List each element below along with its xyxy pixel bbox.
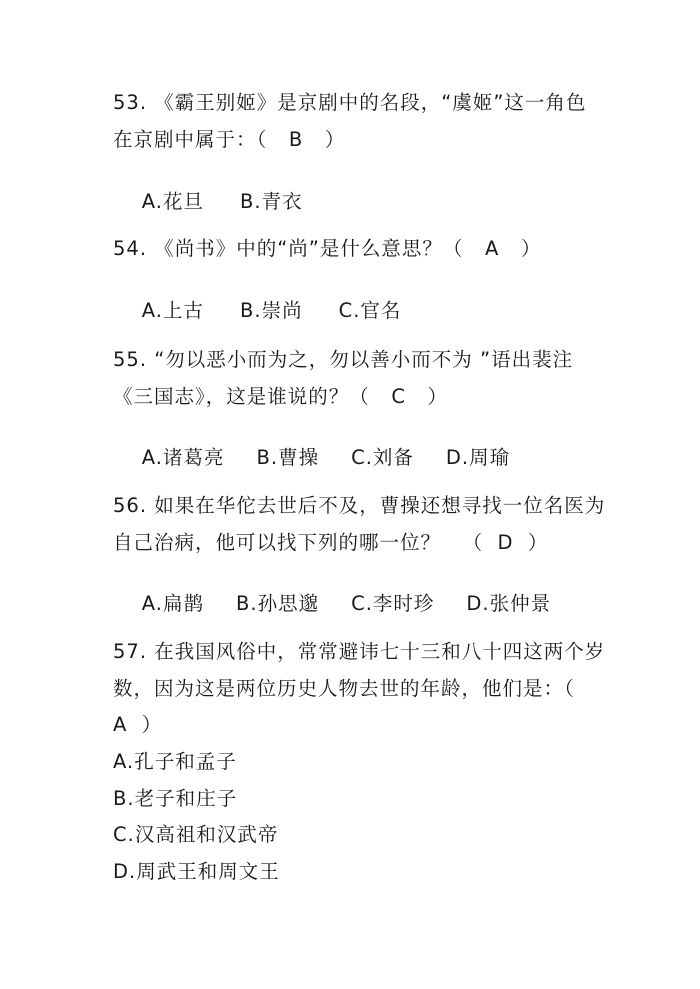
q57-line1: 57. 在我国风俗中，常常避讳七十三和八十四这两个岁 <box>113 640 606 663</box>
q55-line2: 《三国志》，这是谁说的？（ C ） <box>113 385 449 408</box>
q54-option-c: C.官名 <box>338 299 402 322</box>
q55-option-b: B.曹操 <box>256 446 320 469</box>
q54-option-a: A.上古 <box>141 299 204 322</box>
q54-line1: 54. 《尚书》中的“尚”是什么意思？（ A ） <box>113 237 542 260</box>
q53-line1: 53. 《霸王别姬》是京剧中的名段，“虞姬”这一角色 <box>113 91 587 114</box>
q56-line1: 56. 如果在华佗去世后不及，曹操还想寻找一位名医为 <box>113 494 606 517</box>
q55-options <box>113 422 510 494</box>
q57-option-a: A.孔子和孟子 <box>113 750 237 773</box>
q55-line1: 55. “勿以恶小而为之，勿以善小而不为 ”语出裴注 <box>113 348 574 371</box>
q53-option-b: B.青衣 <box>240 190 303 213</box>
q56-option-c: C.李时珍 <box>351 592 435 615</box>
q57-option-d: D.周武王和周文王 <box>113 860 280 883</box>
q56-option-d: D.张仲景 <box>466 592 552 615</box>
q54-option-b: B.崇尚 <box>240 299 303 322</box>
q55-option-c: C.刘备 <box>351 446 414 469</box>
q56-option-b: B.孙思邈 <box>236 592 320 615</box>
q56-options <box>113 568 551 640</box>
q55-option-a: A.诸葛亮 <box>141 446 225 469</box>
q57-line2: 数，因为这是两位历史人物去世的年龄，他们是：（ <box>113 677 575 700</box>
q54-options <box>113 275 401 347</box>
q55-option-d: D.周瑜 <box>445 446 511 469</box>
q56-option-a: A.扁鹊 <box>141 592 204 615</box>
q53-option-a: A.花旦 <box>141 190 204 213</box>
q57-option-b: B.老子和庄子 <box>113 787 238 810</box>
q57-line3: A ） <box>113 713 163 736</box>
q56-line2: 自己治病，他可以找下列的哪一位？ （ D ） <box>113 531 549 554</box>
q53-options <box>113 166 303 238</box>
q53-line2: 在京剧中属于：（ B ） <box>113 128 346 151</box>
q57-option-c: C.汉高祖和汉武帝 <box>113 823 279 846</box>
